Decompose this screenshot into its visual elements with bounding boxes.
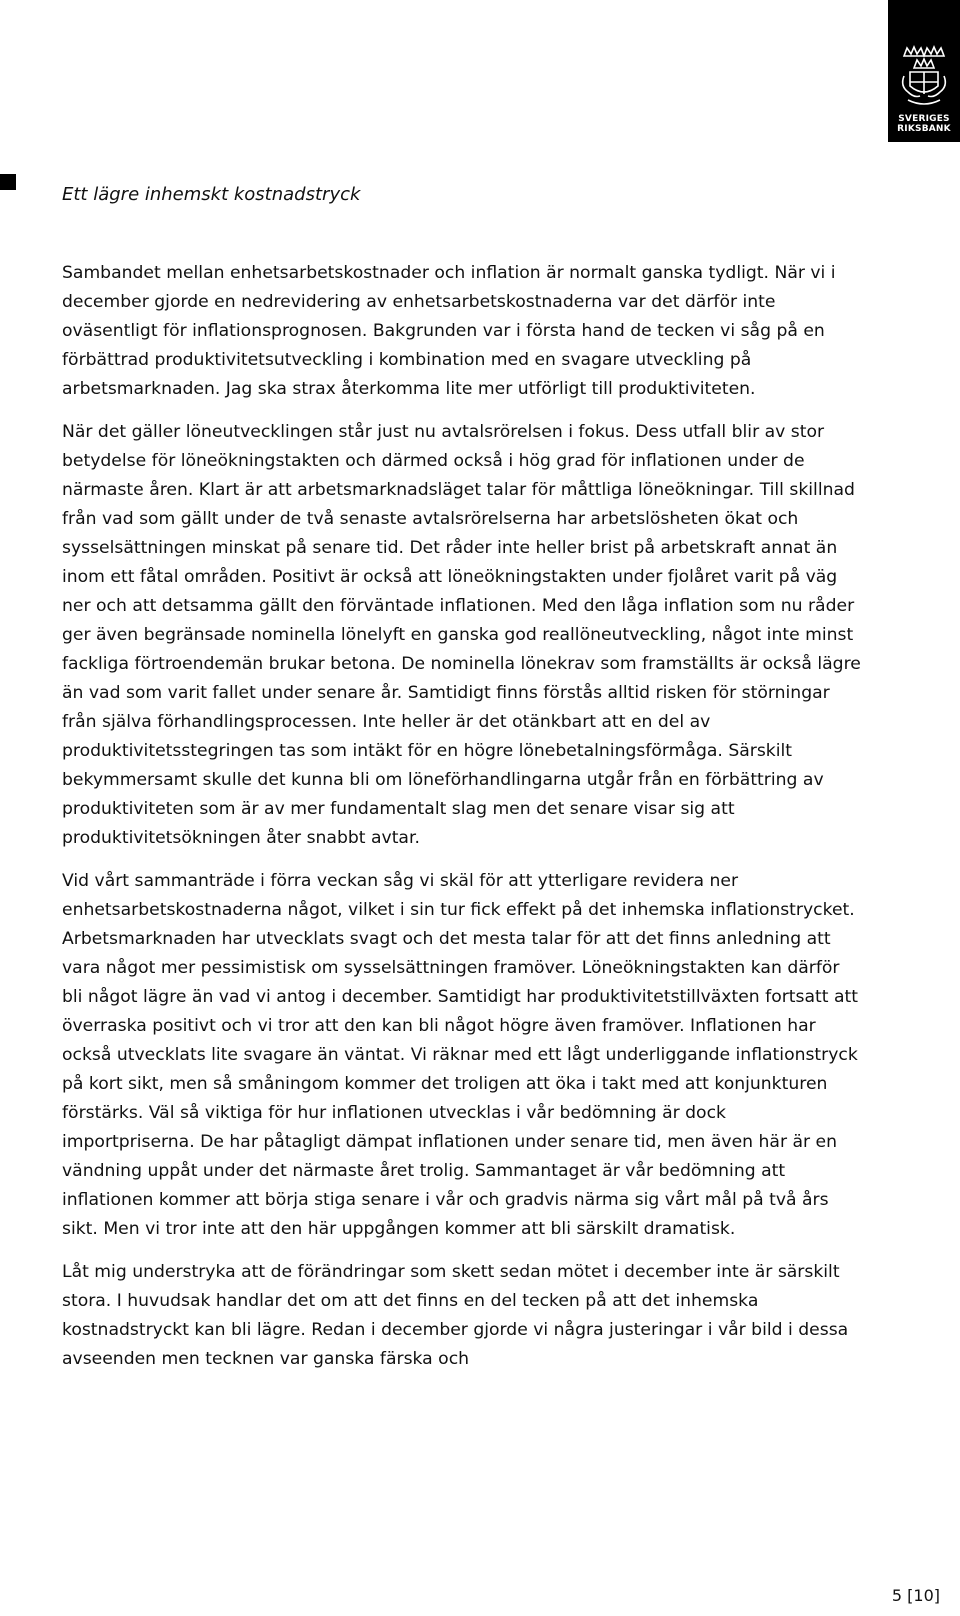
paragraph-2: När det gäller löneutvecklingen står just nu avtalsrörelsen i fokus. Dess utfall blir av stor betydelse för löneökningstakten och därmed också i hög grad för inflationen under de närmaste åren. Klart är att arbetsmarknadsläget talar för måttliga löneökningar. Till skillnad från vad som gällt under de två senaste avtalsrörelserna har arbetslösheten ökat och sysselsättningen minskat på senare tid. Det råder inte heller brist på arbetskraft annat än inom ett fåtal områden. Positivt är också att löneökningstakten under fjolåret varit på väg ner och att detsamma gällt den förväntade inflationen. Med den låga inflation som nu råder ger även begränsade nominella lönelyft en ganska god reallöneutveckling, något inte minst fackliga förtroendemän brukar betona. De nominella lönekrav som framställts är också lägre än vad som varit fallet under senare år. Samtidigt finns förstås alltid risken för störningar från själva förhandlingsprocessen. Inte heller är det otänkbart att en del av produktivitetsstegringen tas som intäkt för en högre lönebetalningsförmåga. Särskilt bekymmersamt skulle det kunna bli om löneförhandlingarna utgår från en förbättring av produktiviteten som är av mer fundamentalt slag men det senare visar sig att produktivitetsökningen åter snabbt avtar. [62, 422, 861, 848]
riksbank-logo [888, 0, 960, 142]
section-bullet-marker [0, 174, 16, 190]
paragraph-3: Vid vårt sammanträde i förra veckan såg vi skäl för att ytterligare revidera ner enhetsarbetskostnaderna något, vilket i sin tur fick effekt på det inhemska inflationstrycket. Arbetsmarknaden har utvecklats svagt och det mesta talar för att det finns anledning att vara något mer pessimistisk om sysselsättningen framöver. Löneökningstakten kan därför bli något lägre än vad vi antog i december. Samtidigt har produktivitetstillväxten fortsatt att överraska positivt och vi tror att den kan bli något högre även framöver. Inflationen har också utvecklats lite svagare än väntat. Vi räknar med ett lågt underliggande inflationstryck på kort sikt, men så småningom kommer det troligen att öka i takt med att konjunkturen förstärks. Väl så viktiga för hur inflationen utvecklas i vår bedömning är dock importpriserna. De har påtagligt dämpat inflationen under senare tid, men även här är en vändning uppåt under det närmaste året trolig. Sammantaget är vår bedömning att inflationen kommer att börja stiga senare i vår och gradvis närma sig vårt mål på två års sikt. Men vi tror inte att den här uppgången kommer att bli särskilt dramatisk. [62, 871, 858, 1239]
logo-text-line1: SVERIGES [898, 114, 950, 124]
body-text [62, 259, 862, 1388]
crown-emblem-icon [898, 42, 950, 108]
paragraph-1: Sambandet mellan enhetsarbetskostnader och inflation är normalt ganska tydligt. När vi i december gjorde en nedrevidering av enhetsarbetskostnaderna var det därför inte oväsentligt för inflationsprognosen. Bakgrunden var i första hand de tecken vi såg på en förbättrad produktivitetsutveckling i kombination med en svagare utveckling på arbetsmarknaden. Jag ska strax återkomma lite mer utförligt till produktiviteten. [62, 263, 836, 399]
section-heading: Ett lägre inhemskt kostnadstryck [62, 184, 361, 205]
page-number: 5 [10] [891, 1586, 940, 1605]
paragraph-4: Låt mig understryka att de förändringar som skett sedan mötet i december inte är särskilt stora. I huvudsak handlar det om att det finns en del tecken på att det inhemska kostnadstryckt kan bli lägre. Redan i december gjorde vi några justeringar i vår bild i dessa avseenden men tecknen var ganska färska och [62, 1262, 849, 1369]
logo-text-line2: RIKSBANK [897, 124, 951, 134]
